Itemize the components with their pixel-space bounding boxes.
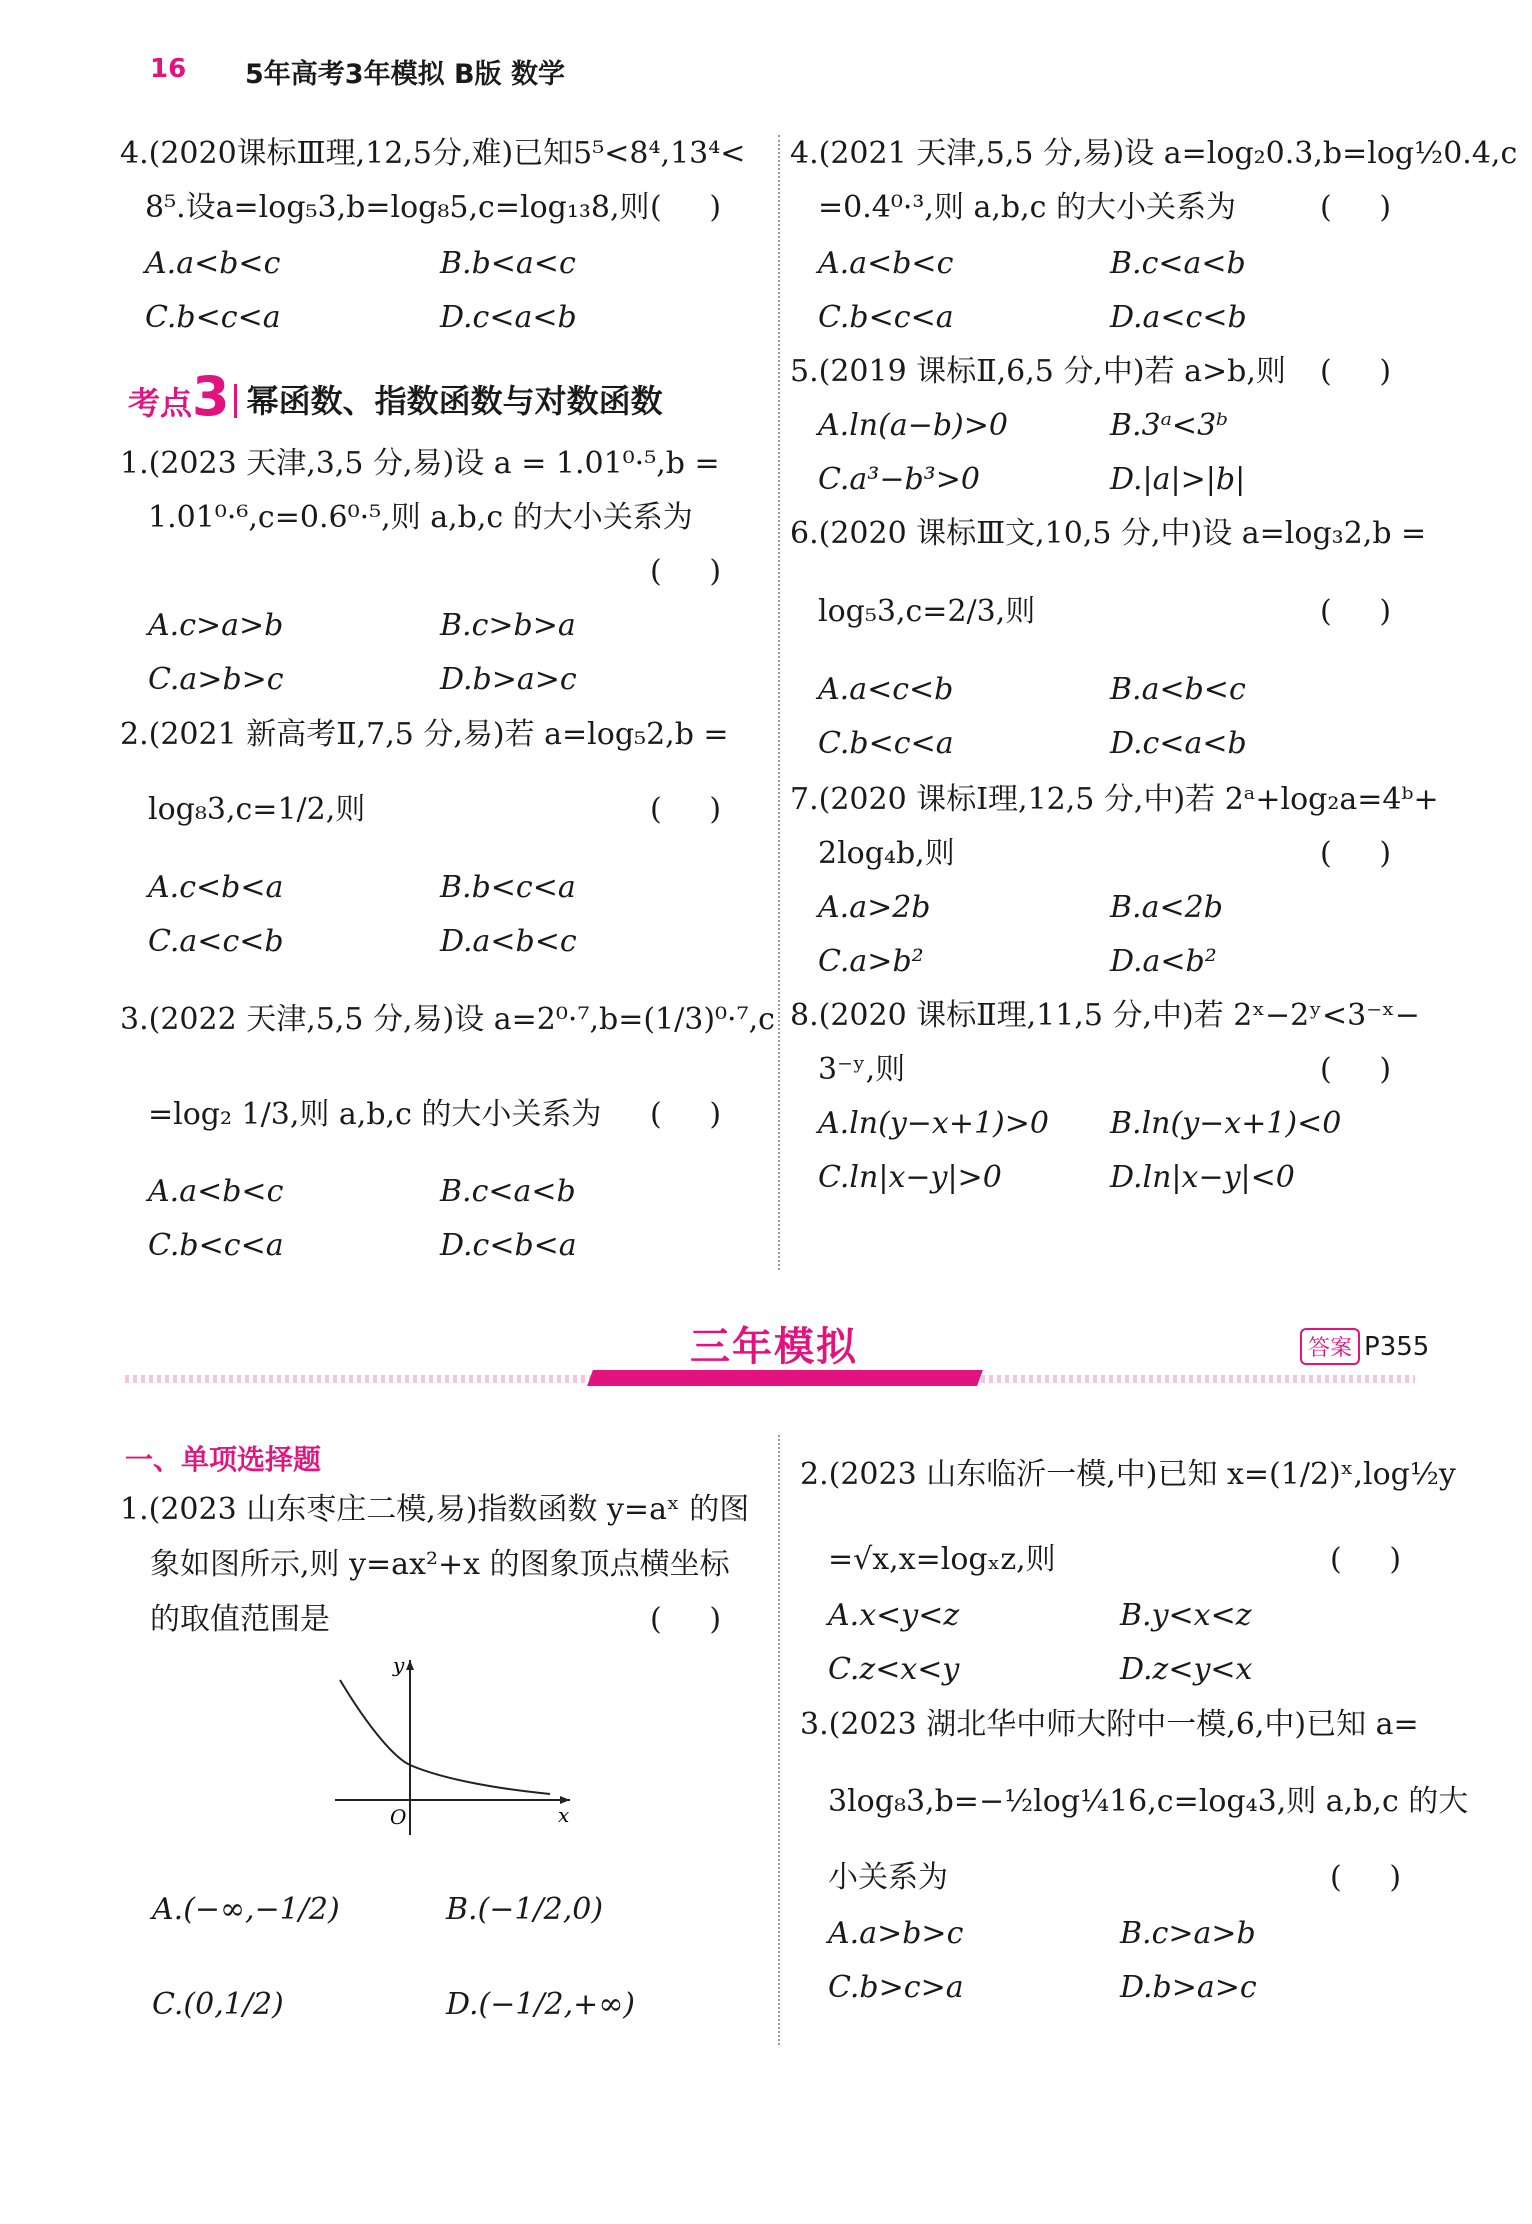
question-text: log₈3,c=1/2,则 — [148, 792, 366, 827]
option-a: A.x<y<z — [828, 1598, 960, 1633]
option-b: B.3ᵃ<3ᵇ — [1110, 408, 1229, 443]
question-text: 1.(2023 山东枣庄二模,易)指数函数 y=aˣ 的图 — [120, 1492, 750, 1527]
option-d: D.|a|>|b| — [1110, 462, 1246, 497]
x-axis-label: x — [558, 1803, 570, 1827]
option-d: D.z<y<x — [1120, 1652, 1253, 1687]
answer-bracket: ( ) — [650, 1602, 722, 1637]
topic-heading — [128, 365, 663, 428]
option-d: D.b>a>c — [440, 662, 577, 697]
question-text: 3.(2023 湖北华中师大附中一模,6,中)已知 a= — [800, 1707, 1419, 1742]
answer-bracket: ( ) — [1330, 1542, 1402, 1577]
question-text: 象如图所示,则 y=ax²+x 的图象顶点横坐标 — [150, 1547, 730, 1582]
answer-bracket: ( ) — [1320, 190, 1392, 225]
question-text: 的取值范围是 — [150, 1602, 330, 1637]
topic-label: 考点 — [128, 384, 193, 422]
question-text: 6.(2020 课标Ⅲ文,10,5 分,中)设 a=log₃2,b = — [790, 516, 1427, 551]
question-text: 8⁵.设a=log₅3,b=log₈5,c=log₁₃8,则 — [145, 190, 650, 225]
option-c: C.a³−b³>0 — [818, 462, 980, 497]
subsection-title: 一、单项选择题 — [125, 1443, 322, 1476]
topic-separator — [234, 384, 237, 418]
question-text: =0.4⁰·³,则 a,b,c 的大小关系为 — [818, 190, 1237, 225]
answer-reference — [1300, 1328, 1429, 1365]
book-title: 5年高考3年模拟 B版 数学 — [245, 59, 565, 90]
question-text: 2.(2021 新高考Ⅱ,7,5 分,易)若 a=log₅2,b = — [120, 717, 729, 752]
question-text: =√x,x=logₓz,则 — [828, 1542, 1056, 1577]
option-a: A.ln(a−b)>0 — [818, 408, 1008, 443]
question-text: 小关系为 — [828, 1860, 948, 1895]
column-divider — [778, 1435, 780, 2045]
option-a: A.(−∞,−1/2) — [152, 1892, 340, 1927]
answer-label: 答案 — [1300, 1328, 1360, 1365]
question-text: 4.(2021 天津,5,5 分,易)设 a=log₂0.3,b=log½0.4,c — [790, 136, 1518, 171]
option-b: B.c>a>b — [1120, 1916, 1256, 1951]
option-b: B.c<a<b — [1110, 246, 1246, 281]
column-divider — [778, 135, 780, 1270]
option-d: D.a<b² — [1110, 944, 1217, 979]
option-b: B.y<x<z — [1120, 1598, 1252, 1633]
option-d: D.c<a<b — [1110, 726, 1247, 761]
answer-bracket: ( ) — [650, 792, 722, 827]
option-a: A.a<b<c — [145, 246, 281, 281]
option-c: C.b<c<a — [818, 726, 954, 761]
question-text: 5.(2019 课标Ⅱ,6,5 分,中)若 a>b,则 — [790, 354, 1286, 389]
option-b: B.b<a<c — [440, 246, 576, 281]
option-b: B.a<2b — [1110, 890, 1223, 925]
answer-bracket: ( ) — [1320, 354, 1392, 389]
option-b: B.b<c<a — [440, 870, 576, 905]
option-c: C.b<c<a — [145, 300, 281, 335]
question-text: =log₂ 1/3,则 a,b,c 的大小关系为 — [148, 1097, 602, 1132]
question-text: 3log₈3,b=−½log¼16,c=log₄3,则 a,b,c 的大 — [828, 1784, 1469, 1819]
option-b: B.a<b<c — [1110, 672, 1246, 707]
answer-bracket: ( ) — [650, 190, 722, 225]
option-b: B.c>b>a — [440, 608, 576, 643]
question-text: 4.(2020课标Ⅲ理,12,5分,难)已知5⁵<8⁴,13⁴< — [120, 136, 746, 171]
question-text: 1.01⁰·⁶,c=0.6⁰·⁵,则 a,b,c 的大小关系为 — [148, 500, 693, 535]
option-c: C.b<c<a — [148, 1228, 284, 1263]
option-a: A.a>b>c — [828, 1916, 964, 1951]
question-text: 8.(2020 课标Ⅱ理,11,5 分,中)若 2ˣ−2ʸ<3⁻ˣ− — [790, 998, 1420, 1033]
topic-title: 幂函数、指数函数与对数函数 — [246, 382, 663, 420]
option-c: C.ln|x−y|>0 — [818, 1160, 1002, 1195]
option-c: C.a>b² — [818, 944, 924, 979]
answer-bracket: ( ) — [1330, 1860, 1402, 1895]
question-text: 3⁻ʸ,则 — [818, 1052, 906, 1087]
question-text: 1.(2023 天津,3,5 分,易)设 a = 1.01⁰·⁵,b = — [120, 446, 720, 481]
option-a: A.a<b<c — [818, 246, 954, 281]
option-b: B.c<a<b — [440, 1174, 576, 1209]
curve — [340, 1680, 550, 1794]
option-d: D.c<a<b — [440, 300, 577, 335]
origin-label: O — [390, 1805, 407, 1829]
exponential-graph — [330, 1650, 580, 1840]
answer-bracket: ( ) — [1320, 594, 1392, 629]
option-d: D.ln|x−y|<0 — [1110, 1160, 1295, 1195]
option-b: B.(−1/2,0) — [446, 1892, 604, 1927]
banner-bar — [587, 1370, 983, 1386]
option-a: A.c<b<a — [148, 870, 284, 905]
option-a: A.ln(y−x+1)>0 — [818, 1106, 1049, 1141]
answer-bracket: ( ) — [1320, 1052, 1392, 1087]
option-d: D.c<b<a — [440, 1228, 577, 1263]
option-c: C.b>c>a — [828, 1970, 964, 2005]
y-axis-arrow — [406, 1660, 414, 1670]
option-b: B.ln(y−x+1)<0 — [1110, 1106, 1342, 1141]
option-c: C.z<x<y — [828, 1652, 960, 1687]
option-a: A.a>2b — [818, 890, 931, 925]
answer-page: P355 — [1364, 1331, 1430, 1362]
topic-number: 3 — [192, 365, 230, 428]
question-text: 3.(2022 天津,5,5 分,易)设 a=2⁰·⁷,b=(1/3)⁰·⁷,c — [120, 1002, 775, 1037]
option-a: A.a<c<b — [818, 672, 954, 707]
y-axis-label: y — [393, 1653, 405, 1677]
option-a: A.c>a>b — [148, 608, 284, 643]
answer-bracket: ( ) — [1320, 836, 1392, 871]
option-d: D.a<c<b — [1110, 300, 1247, 335]
page-number: 16 — [150, 54, 187, 84]
option-a: A.a<b<c — [148, 1174, 284, 1209]
question-text: 2log₄b,则 — [818, 836, 955, 871]
question-text: log₅3,c=2/3,则 — [818, 594, 1036, 629]
option-c: C.b<c<a — [818, 300, 954, 335]
question-text: 2.(2023 山东临沂一模,中)已知 x=(1/2)ˣ,log½y — [800, 1457, 1456, 1492]
section-title: 三年模拟 — [690, 1324, 858, 1370]
option-d: D.b>a>c — [1120, 1970, 1257, 2005]
answer-bracket: ( ) — [650, 554, 722, 589]
option-d: D.a<b<c — [440, 924, 577, 959]
option-c: C.a<c<b — [148, 924, 284, 959]
answer-bracket: ( ) — [650, 1097, 722, 1132]
question-text: 7.(2020 课标Ⅰ理,12,5 分,中)若 2ᵃ+log₂a=4ᵇ+ — [790, 782, 1439, 817]
option-d: D.(−1/2,+∞) — [446, 1987, 636, 2022]
option-c: C.a>b>c — [148, 662, 284, 697]
option-c: C.(0,1/2) — [152, 1987, 284, 2022]
